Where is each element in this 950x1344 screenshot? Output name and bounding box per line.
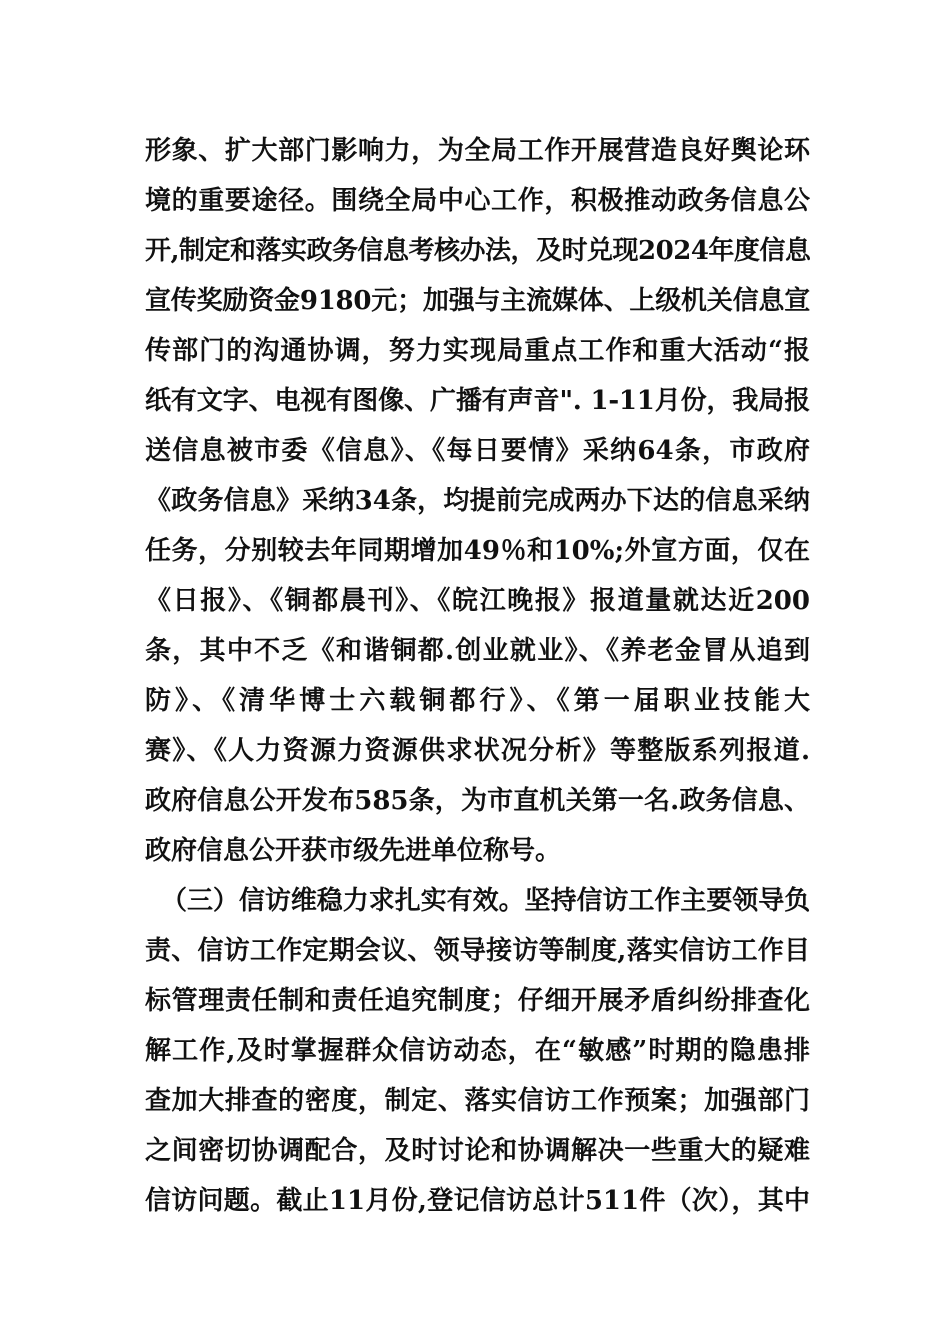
text-line: 宣传奖励资金9180元；加强与主流媒体、上级机关信息宣 xyxy=(145,286,810,316)
text-line: 政府信息公开发布585条，为市直机关第一名.政务信息、 xyxy=(145,786,810,816)
text-line: 任务，分别较去年同期增加49％和10%;外宣方面，仅在 xyxy=(145,536,810,566)
text-line: 防》、《清华博士六载铜都行》、《第一届职业技能大 xyxy=(145,686,810,716)
text-line: 形象、扩大部门影响力，为全局工作开展营造良好舆论环 xyxy=(145,136,810,166)
text-line: 标管理责任制和责任追究制度；仔细开展矛盾纠纷排查化 xyxy=(145,986,810,1016)
document-body xyxy=(145,126,810,1226)
paragraph-petition-stability xyxy=(145,876,810,1226)
text-line: 政府信息公开获市级先进单位称号。 xyxy=(145,836,562,866)
text-line: 赛》、《人力资源力资源供求状况分析》等整版系列报道. xyxy=(145,736,810,766)
text-line: 信访问题。截止11月份,登记信访总计511件（次），其中 xyxy=(145,1186,810,1216)
text-line: 解工作,及时掌握群众信访动态，在“敏感”时期的隐患排 xyxy=(145,1036,810,1066)
text-line: 开,制定和落实政务信息考核办法，及时兑现2024年度信息 xyxy=(145,236,810,266)
section-heading-line: （三）信访维稳力求扎实有效。坚持信访工作主要领导负 xyxy=(161,886,810,916)
text-line: 《日报》、《铜都晨刊》、《皖江晚报》报道量就达近200 xyxy=(145,586,810,616)
text-line: 传部门的沟通协调，努力实现局重点工作和重大活动“报 xyxy=(145,336,810,366)
text-line: 送信息被市委《信息》、《每日要情》采纳64条，市政府 xyxy=(145,436,810,466)
text-line: 境的重要途径。围绕全局中心工作，积极推动政务信息公 xyxy=(145,186,810,216)
text-line: 查加大排查的密度，制定、落实信访工作预案；加强部门 xyxy=(145,1086,810,1116)
text-line: 之间密切协调配合，及时讨论和协调解决一些重大的疑难 xyxy=(145,1136,810,1166)
text-line: 《政务信息》采纳34条，均提前完成两办下达的信息采纳 xyxy=(145,486,810,516)
paragraph-info-publicity xyxy=(145,126,810,876)
text-line: 责、信访工作定期会议、领导接访等制度,落实信访工作目 xyxy=(145,936,810,966)
text-line: 条，其中不乏《和谐铜都.创业就业》、《养老金冒从追到 xyxy=(145,636,810,666)
text-line: 纸有文字、电视有图像、广播有声音". 1-11月份，我局报 xyxy=(145,386,810,416)
